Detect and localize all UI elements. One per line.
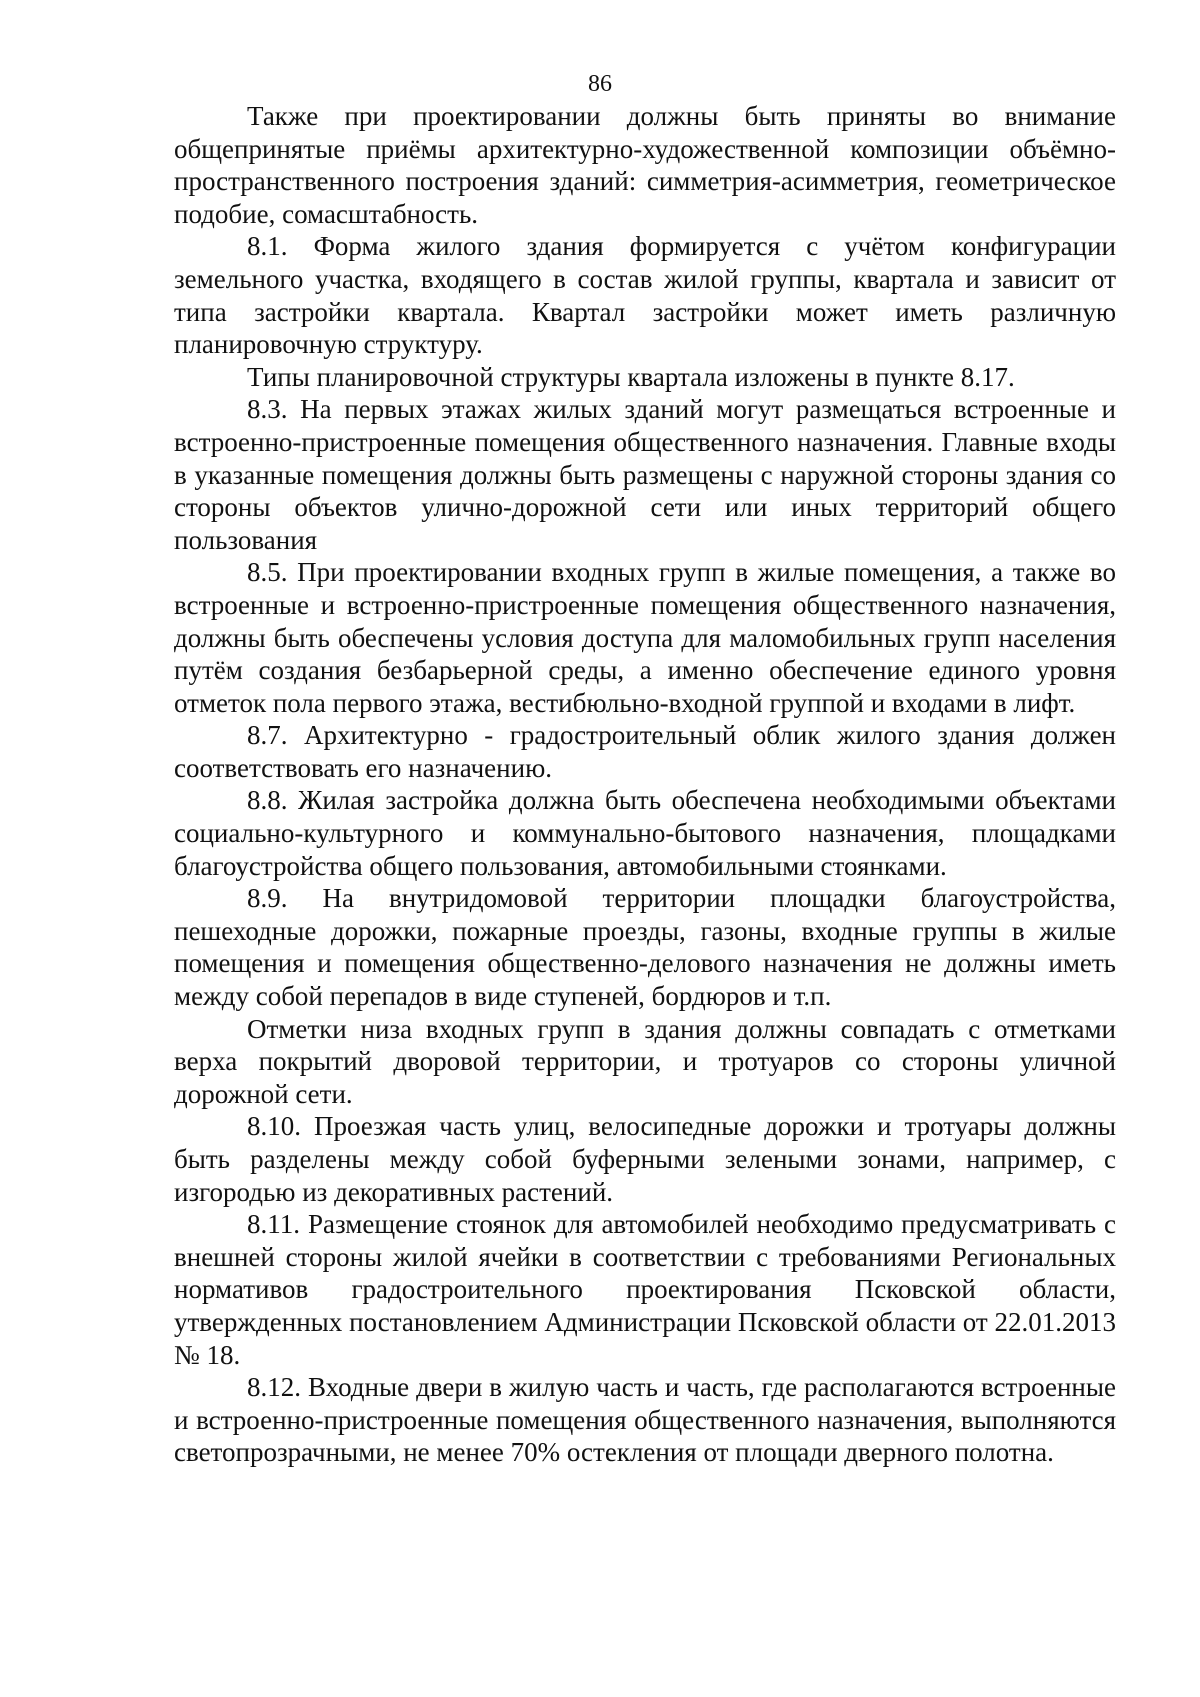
document-body bbox=[174, 100, 1116, 1469]
paragraph-8-8: 8.8. Жилая застройка должна быть обеспечена необходимыми объектами социально-культурного и коммунально-бытового назначения, площадками благоустройства общего пользования, автомобильными стоянками. bbox=[174, 785, 1116, 881]
paragraph-8-9: 8.9. На внутридомовой территории площадки благоустройства, пешеходные дорожки, пожарные проезды, газоны, входные группы в жилые помещения и помещения общественно-делового назначения не должны иметь между собой перепадов в виде ступеней, бордюров и т.п. bbox=[174, 883, 1116, 1012]
paragraph-8-10: 8.10. Проезжая часть улиц, велосипедные дорожки и тротуары должны быть разделены между собой буферными зелеными зонами, например, с изгородью из декоративных растений. bbox=[174, 1111, 1116, 1207]
paragraph-8-11: 8.11. Размещение стоянок для автомобилей необходимо предусматривать с внешней стороны жилой ячейки в соответствии с требованиями Региональных нормативов градостроительного проектирования Псковской области, утвержденных постановлением Администрации Псковской области от 22.01.2013 № 18. bbox=[174, 1209, 1116, 1370]
paragraph-8-1: 8.1. Форма жилого здания формируется с учётом конфигурации земельного участка, входящего в состав жилой группы, квартала и зависит от типа застройки квартала. Квартал застройки может иметь различную планировочную структуру. bbox=[174, 231, 1116, 360]
paragraph-8-7: 8.7. Архитектурно - градостроительный облик жилого здания должен соответствовать его назначению. bbox=[174, 720, 1116, 783]
paragraph-8-3: 8.3. На первых этажах жилых зданий могут размещаться встроенные и встроенно-пристроенные помещения общественного назначения. Главные входы в указанные помещения должны быть размещены с наружной стороны здания со стороны объектов улично-дорожной сети или иных территорий общего пользования bbox=[174, 394, 1116, 555]
paragraph-8-12: 8.12. Входные двери в жилую часть и часть, где располагаются встроенные и встроенно-пристроенные помещения общественного назначения, выполняются светопрозрачными, не менее 70% остекления от площади дверного полотна. bbox=[174, 1372, 1116, 1468]
paragraph-entrance-levels: Отметки низа входных групп в здания должны совпадать с отметками верха покрытий дворовой территории, и тротуаров со стороны уличной дорожной сети. bbox=[174, 1013, 1116, 1109]
page-number: 86 bbox=[588, 71, 612, 97]
paragraph-planning-types: Типы планировочной структуры квартала изложены в пункте 8.17. bbox=[247, 361, 1015, 392]
paragraph-8-5: 8.5. При проектировании входных групп в жилые помещения, а также во встроенные и встроенно-пристроенные помещения общественного назначения, должны быть обеспечены условия доступа для маломобильных групп населения путём создания безбарьерной среды, а именно обеспечение единого уровня отметок пола первого этажа, вестибюльно-входной группой и входами в лифт. bbox=[174, 557, 1116, 718]
paragraph-intro-composition: Также при проектировании должны быть приняты во внимание общепринятые приёмы архитектурно-художественной композиции объёмно-пространственного построения зданий: симметрия-асимметрия, геометрическое подобие, сомасштабность. bbox=[174, 101, 1116, 229]
